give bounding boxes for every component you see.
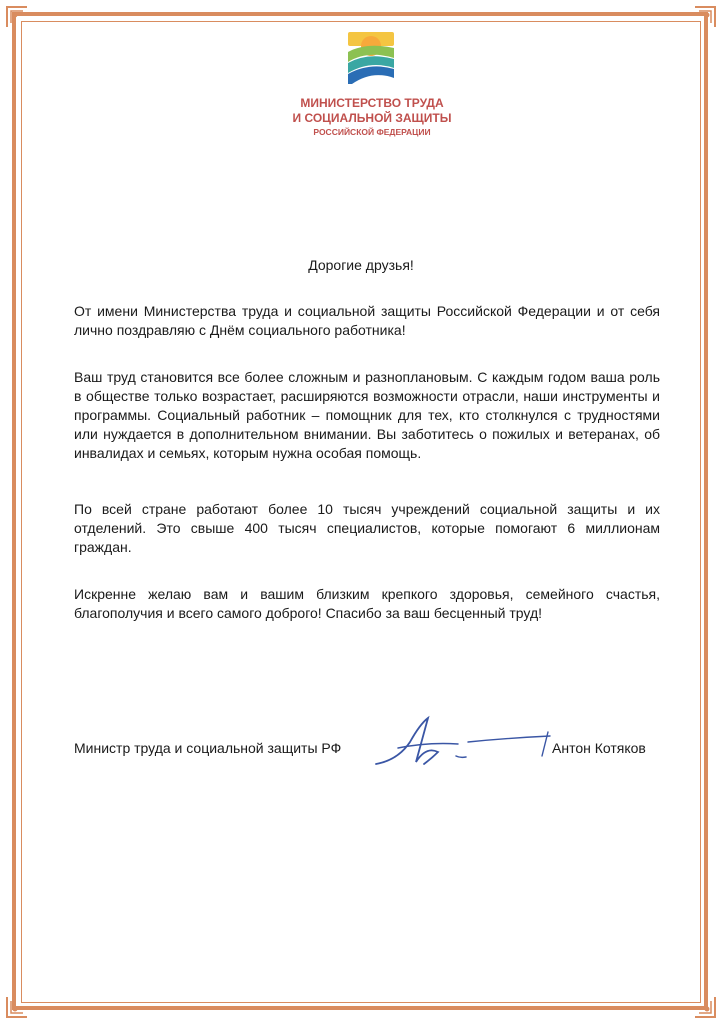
ornament-corner-icon [4, 4, 30, 30]
ornament-corner-icon [4, 994, 30, 1020]
signatory-title: Министр труда и социальной защиты РФ [74, 740, 342, 756]
letter-paragraph: Ваш труд становится все более сложным и разноплановым. С каждым годом ваша роль в обществе только возрастает, расширяются возможности отрасли, наши инструменты и программы. Социальный работник – помощник для тех, кто столкнулся с трудностями или нуждается в дополнительном внимании. Вы заботитесь о пожилых и ветеранах, об инвалидах и семьях, которым нужна особая помощь. [74, 369, 660, 461]
ornament-corner-icon [692, 4, 718, 30]
ministry-logo-icon [346, 30, 396, 86]
ministry-name-line3: РОССИЙСКОЙ ФЕДЕРАЦИИ [313, 127, 431, 137]
ornament-corner-icon [692, 994, 718, 1020]
letter-paragraph: По всей стране работают более 10 тысяч учреждений социальной защиты и их отделений. Это свыше 400 тысяч специалистов, которые помогают 6 миллионам граждан. [74, 501, 660, 555]
handwritten-signature [368, 712, 558, 772]
ministry-name-line1: МИНИСТЕРСТВО ТРУДА [300, 96, 444, 110]
letter-paragraph: Искренне желаю вам и вашим близким крепкого здоровья, семейного счастья, благополучия и всего самого доброго! Спасибо за ваш бесценный труд! [74, 586, 660, 621]
signatory-name: Антон Котяков [552, 740, 646, 756]
ministry-name [250, 96, 494, 139]
letter-greeting: Дорогие друзья! [308, 257, 414, 273]
letter-paragraph: От имени Министерства труда и социальной защиты Российской Федерации и от себя лично поздравляю с Днём социального работника! [74, 303, 660, 338]
ministry-name-line2: И СОЦИАЛЬНОЙ ЗАЩИТЫ [292, 111, 452, 125]
